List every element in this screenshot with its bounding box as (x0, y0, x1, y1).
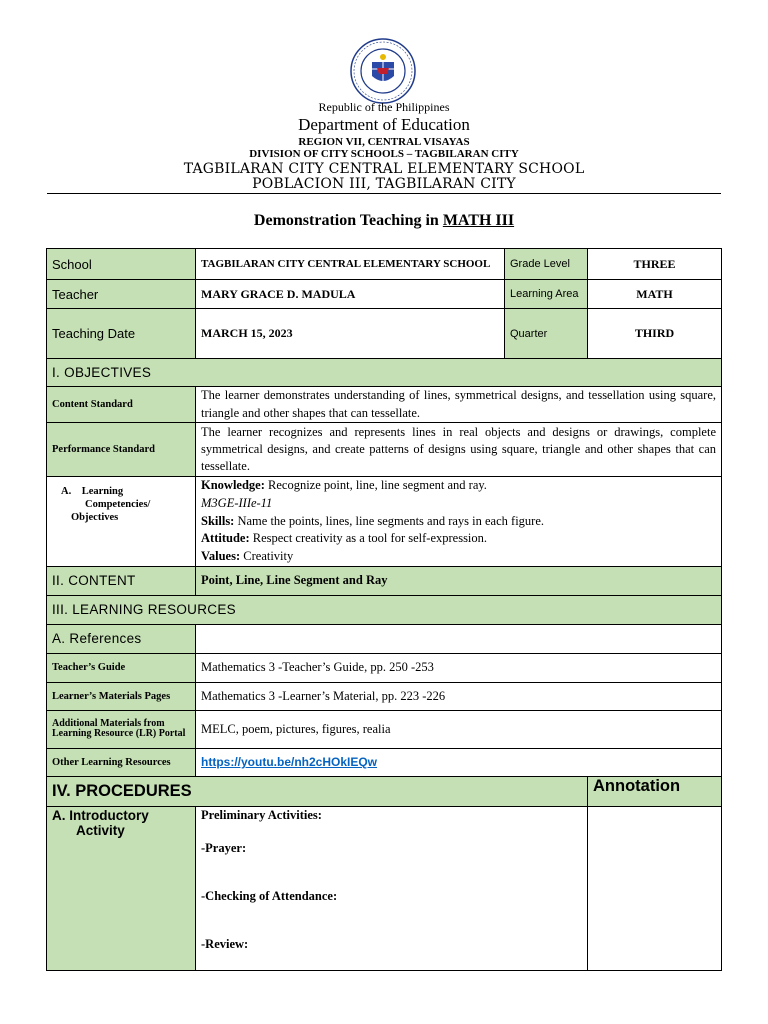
learners-materials-label: Learner’s Materials Pages (47, 682, 196, 710)
performance-standard-text: The learner recognizes and represents lines in real objects and designs or drawings, complete symmetrical designs, and create patterns of designs using square, triangle and other shapes that can tessellate. (196, 423, 722, 477)
intro-label-line2: Activity (76, 822, 125, 838)
learning-resources-heading: III. LEARNING RESOURCES (47, 595, 722, 624)
teaching-date-value: MARCH 15, 2023 (196, 309, 505, 359)
competency-label-line1: Learning (81, 486, 124, 497)
attendance-item: -Checking of Attendance: (201, 888, 338, 903)
learning-area-value: MATH (588, 280, 722, 309)
table-row (47, 595, 722, 624)
teachers-guide-label: Teacher’s Guide (47, 653, 196, 682)
annotation-cell (588, 806, 722, 970)
header-divider (47, 193, 721, 194)
teachers-guide-value: Mathematics 3 -Teacher’s Guide, pp. 250 -253 (196, 653, 722, 682)
competencies-content (196, 477, 722, 567)
title-subject: MATH III (442, 212, 515, 229)
knowledge-text: Recognize point, line, line segment and ray. (264, 478, 487, 492)
skills-text: Name the points, lines, line segments and rays in each figure. (234, 513, 544, 528)
quarter-label: Quarter (505, 309, 588, 359)
grade-level-value: THREE (588, 249, 722, 280)
attitude-label: Attitude: (201, 531, 250, 546)
table-row (47, 624, 722, 653)
teacher-value: MARY GRACE D. MADULA (196, 280, 505, 309)
division-line: DIVISION OF CITY SCHOOLS – TAGBILARAN CITY (249, 148, 519, 160)
competency-label-line3: Objectives (71, 512, 119, 524)
intro-label-line1: A. Introductory (52, 807, 149, 823)
republic-line: Republic of the Philippines (318, 100, 450, 114)
skills-label: Skills: (201, 513, 235, 528)
school-address-header: POBLACION III, TAGBILARAN CITY (252, 176, 516, 192)
lesson-plan-table (46, 248, 722, 971)
competency-marker: A. (61, 486, 72, 497)
deped-seal-logo (350, 38, 416, 104)
document-title (0, 212, 768, 230)
prayer-item: -Prayer: (201, 840, 247, 855)
additional-materials-label: Additional Materials from Learning Resource (LR) Portal (47, 710, 196, 748)
references-label: A. References (47, 624, 196, 653)
knowledge-label: Knowledge: (201, 478, 265, 492)
school-value: TAGBILARAN CITY CENTRAL ELEMENTARY SCHOOL (196, 249, 505, 280)
competency-code: M3GE-IIIe-11 (201, 495, 273, 510)
content-value: Point, Line, Line Segment and Ray (196, 566, 722, 595)
table-row (47, 806, 722, 970)
teaching-date-label: Teaching Date (47, 309, 196, 359)
region-line: REGION VII, CENTRAL VISAYAS (298, 136, 470, 148)
teacher-label: Teacher (47, 280, 196, 309)
other-resources-cell (196, 748, 722, 776)
attitude-text: Respect creativity as a tool for self-expression. (249, 531, 488, 546)
quarter-value: THIRD (588, 309, 722, 359)
review-item: -Review: (201, 936, 249, 951)
title-prefix: Demonstration Teaching in (253, 212, 443, 229)
introductory-activity-label (47, 806, 196, 970)
table-row (47, 309, 722, 359)
table-row (47, 776, 722, 806)
learning-area-label: Learning Area (505, 280, 588, 309)
table-row (47, 387, 722, 423)
table-row (47, 249, 722, 280)
objectives-heading: I. OBJECTIVES (47, 359, 722, 387)
performance-standard-label: Performance Standard (47, 423, 196, 477)
school-name-header: TAGBILARAN CITY CENTRAL ELEMENTARY SCHOOL (183, 161, 585, 177)
competencies-label (47, 477, 196, 567)
content-heading: II. CONTENT (47, 566, 196, 595)
school-label: School (47, 249, 196, 280)
table-row (47, 359, 722, 387)
table-row (47, 748, 722, 776)
other-resources-label: Other Learning Resources (47, 748, 196, 776)
department-name: Department of Education (298, 115, 470, 134)
annotation-heading: Annotation (588, 776, 722, 806)
table-row (47, 710, 722, 748)
references-value (196, 624, 722, 653)
table-row (47, 682, 722, 710)
procedures-heading: IV. PROCEDURES (47, 776, 588, 806)
table-row (47, 423, 722, 477)
additional-materials-value: MELC, poem, pictures, figures, realia (196, 710, 722, 748)
preliminary-activities: Preliminary Activities: (201, 807, 322, 822)
values-text: Creativity (240, 549, 294, 563)
table-row (47, 280, 722, 309)
learners-materials-value: Mathematics 3 -Learner’s Material, pp. 223 -226 (196, 682, 722, 710)
grade-level-label: Grade Level (505, 249, 588, 280)
table-row (47, 566, 722, 595)
table-row (47, 653, 722, 682)
competency-label-line2: Competencies/ (85, 499, 151, 511)
table-row (47, 477, 722, 567)
content-standard-label: Content Standard (47, 387, 196, 423)
content-standard-text: The learner demonstrates understanding of lines, symmetrical designs, and tessellation using square, triangle and other shapes that can tessellate. (196, 387, 722, 423)
youtube-link[interactable]: https://youtu.be/nh2cHOkIEQw (201, 755, 378, 770)
introductory-activity-content (196, 806, 588, 970)
values-label: Values: (201, 549, 241, 563)
